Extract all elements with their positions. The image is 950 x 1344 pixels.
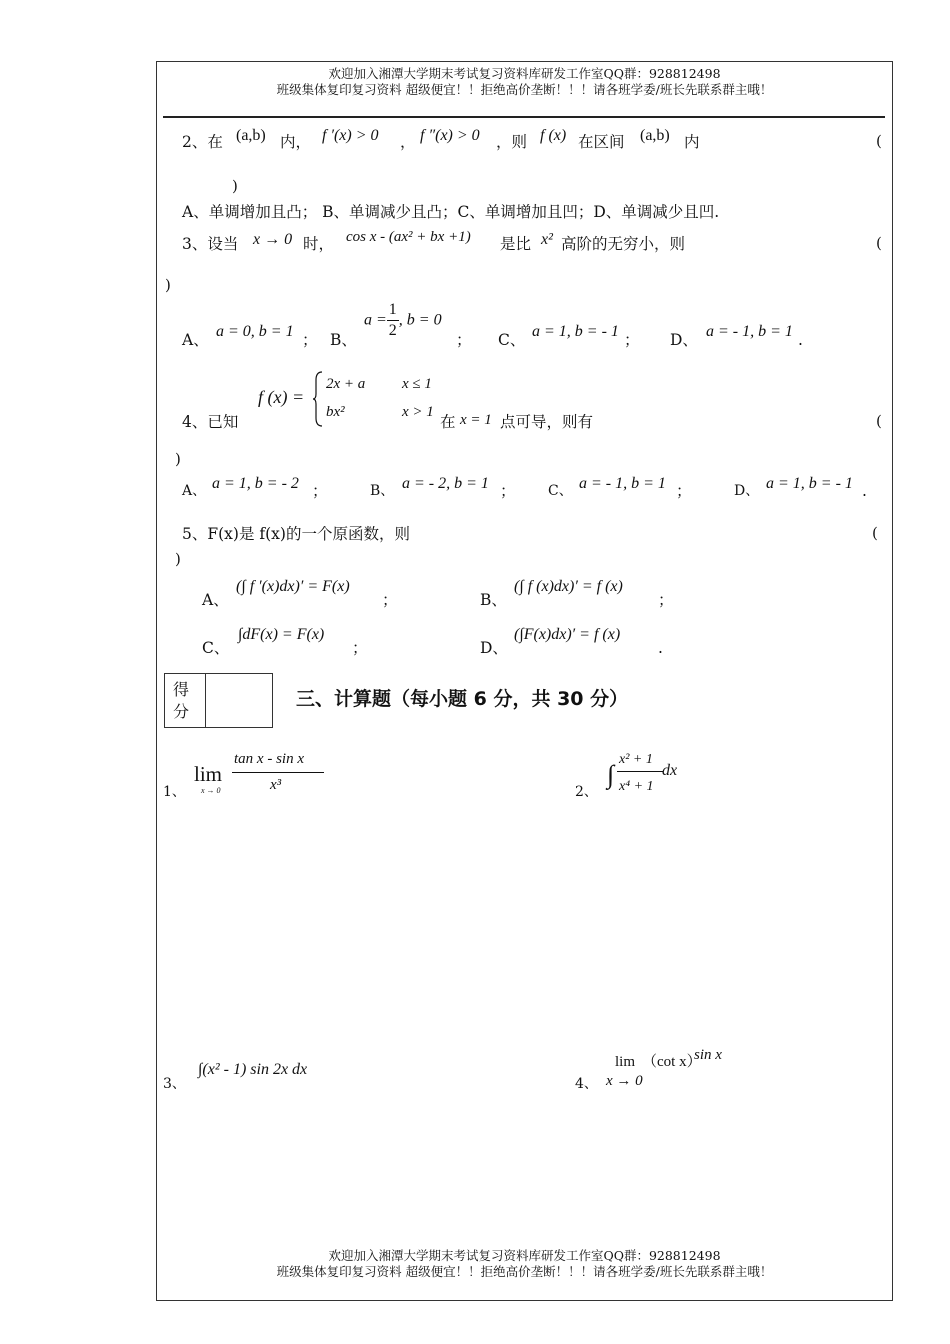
calc-1-lim: lim [194, 762, 223, 786]
q3-number: 3、设当 [182, 235, 239, 253]
q5-option-a: (∫ f ′(x)dx)′ = F(x) [236, 578, 350, 595]
q2-text-1: 内， [280, 133, 312, 151]
calc-4-number: 4、 [575, 1076, 598, 1092]
calc-3-number: 3、 [163, 1076, 186, 1092]
footer-line-2: 班级集体复印复习资料 超级便宜！！拒绝高价垄断！！！请各班学委/班长先联系群主哦！ [276, 1264, 773, 1279]
q4-case-1: 2x + a [326, 376, 366, 392]
calc-2-denominator: x⁴ + 1 [619, 779, 654, 794]
q4-brace [312, 370, 324, 428]
q4-option-a: a = 1, b = - 2 [212, 475, 299, 492]
calc-4-lim-sub: x → 0 [606, 1073, 643, 1089]
q5-option-c-semi: ； [352, 639, 368, 657]
calc-2-number: 2、 [575, 784, 598, 800]
q2-text-4: 内 [684, 133, 700, 151]
q3-limit: x → 0 [253, 231, 293, 248]
header-line-1: 欢迎加入湘潭大学期末考试复习资料库研发工作室QQ群：928812498 [328, 66, 721, 81]
calc-2-dx: dx [662, 762, 678, 779]
calc-3-expression: ∫(x² - 1) sin 2x dx [198, 1061, 308, 1078]
q2-sep: ， [400, 133, 416, 151]
q3-expression: cos x - (ax² + bx +1) [346, 229, 471, 245]
q4-open-paren: ( [876, 412, 882, 430]
q4-number: 4、已知 [182, 413, 239, 431]
q5-close-paren: ) [175, 550, 181, 568]
q3-text-2: 是比 [500, 235, 532, 253]
q3-option-d: a = - 1, b = 1 [706, 323, 793, 340]
q4-option-a-semi: ； [312, 482, 328, 500]
q5-option-b-semi: ； [658, 591, 674, 609]
q5-option-b: (∫ f (x)dx)′ = f (x) [514, 578, 623, 595]
q2-interval-2: (a,b) [640, 127, 670, 144]
q4-option-b: a = - 2, b = 1 [402, 475, 489, 492]
q5-option-b-label: B、 [480, 591, 507, 609]
q3-option-d-label: D、 [670, 331, 698, 349]
score-divider [205, 674, 206, 727]
q2-condition-2: f ″(x) > 0 [420, 127, 480, 144]
q4-option-b-label: B、 [370, 483, 395, 499]
q3-close-paren: ) [165, 276, 171, 294]
q5-option-d-label: D、 [480, 639, 508, 657]
q3-option-c-semi: ； [624, 331, 640, 349]
score-label: 得分 [173, 680, 190, 721]
q2-text-3: 在区间 [578, 133, 625, 151]
section-3-title: 三、计算题（每小题 6 分，共 30 分） [296, 688, 629, 710]
q3-option-a: a = 0, b = 1 [216, 323, 294, 340]
q2-interval: (a,b) [236, 127, 266, 144]
q4-text-1: 在 [440, 413, 456, 431]
q5-open-paren: ( [872, 524, 878, 542]
header-divider [163, 116, 885, 118]
q4-point: x = 1 [460, 412, 492, 428]
calc-4-exponent: sin x [694, 1047, 722, 1063]
calc-4-lim: lim [615, 1054, 636, 1070]
calc-1-fraction-bar [232, 772, 324, 773]
calc-1-numerator: tan x - sin x [234, 751, 304, 767]
page-footer [156, 1248, 893, 1280]
q3-option-b-label: B、 [330, 331, 357, 349]
q5-option-c-label: C、 [202, 639, 230, 657]
q3-order: x² [541, 231, 553, 248]
score-box [164, 673, 273, 728]
q3-option-c: a = 1, b = - 1 [532, 323, 619, 340]
q2-number: 2、在 [182, 133, 223, 151]
q3-option-b-a: a = [364, 311, 387, 329]
q4-condition-2: x > 1 [402, 404, 434, 420]
calc-2-numerator: x² + 1 [619, 752, 653, 767]
q2-condition-1: f ′(x) > 0 [322, 127, 379, 144]
q4-text-2: 点可导，则有 [500, 413, 594, 431]
q4-fx: f (x) = [258, 387, 305, 407]
q5-text: 5、F(x)是 f(x)的一个原函数，则 [182, 525, 410, 543]
q3-option-b-fraction [387, 300, 399, 341]
q2-text-2: ，则 [496, 133, 528, 151]
q4-option-c-semi: ； [676, 482, 692, 500]
q4-option-b-semi: ； [500, 482, 516, 500]
q5-option-d: (∫F(x)dx)′ = f (x) [514, 626, 621, 643]
q3-open-paren: ( [876, 234, 882, 252]
q5-option-d-period: . [658, 639, 663, 657]
calc-4-base: （cot x） [642, 1054, 702, 1070]
q4-close-paren: ) [175, 450, 181, 468]
q5-option-a-label: A、 [202, 591, 229, 609]
q4-condition-1: x ≤ 1 [402, 376, 432, 392]
q2-options: A、单调增加且凸； B、单调减少且凸；C、单调增加且凹；D、单调减少且凹. [182, 203, 720, 221]
q3-option-b-semi: ； [456, 331, 472, 349]
q4-option-d-period: . [862, 482, 867, 500]
calc-1-number: 1、 [163, 784, 186, 800]
calc-2-integral: ∫ [607, 760, 615, 789]
q4-option-a-label: A、 [182, 483, 207, 499]
q2-close-paren: ) [232, 177, 238, 195]
q4-option-d: a = 1, b = - 1 [766, 475, 853, 492]
header-line-2: 班级集体复印复习资料 超级便宜！！拒绝高价垄断！！！请各班学委/班长先联系群主哦！ [276, 82, 773, 97]
q3-text-1: 时， [303, 235, 335, 253]
calc-1-denominator: x³ [270, 777, 282, 793]
q2-fx: f (x) [540, 127, 567, 144]
q3-option-b [364, 300, 442, 341]
q3-option-b-numerator: 1 [387, 300, 399, 321]
calc-2-fraction-bar [617, 771, 663, 772]
q3-option-c-label: C、 [498, 331, 526, 349]
q3-option-a-semi: ； [302, 331, 318, 349]
q4-option-d-label: D、 [734, 483, 760, 499]
q2-open-paren: ( [876, 132, 882, 150]
calc-1-lim-sub: x → 0 [201, 786, 221, 795]
q5-option-a-semi: ； [382, 591, 398, 609]
page-header [156, 66, 893, 98]
q4-option-c-label: C、 [548, 483, 573, 499]
q5-option-c: ∫dF(x) = F(x) [238, 626, 325, 643]
q4-case-2: bx² [326, 404, 345, 420]
q3-option-a-label: A、 [182, 331, 209, 349]
footer-line-1: 欢迎加入湘潭大学期末考试复习资料库研发工作室QQ群：928812498 [328, 1248, 721, 1263]
q3-option-b-b: , b = 0 [398, 311, 442, 329]
q3-option-d-period: . [798, 331, 803, 349]
q3-text-3: 高阶的无穷小，则 [561, 235, 686, 253]
q3-option-b-denominator: 2 [388, 322, 397, 339]
q4-option-c: a = - 1, b = 1 [579, 475, 666, 492]
